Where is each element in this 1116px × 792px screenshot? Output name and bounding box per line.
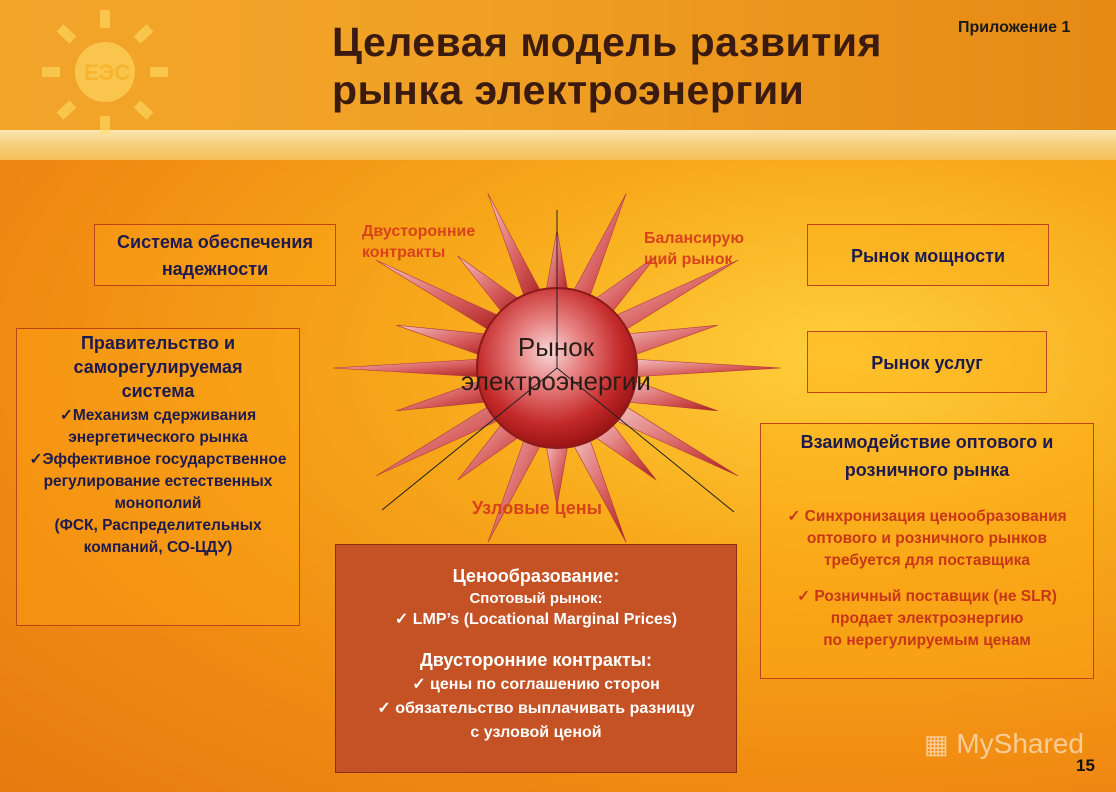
sun-ray [611,404,738,476]
title-line-1: Целевая модель развития [332,19,882,65]
bilateral-label-line-2: контракты [362,244,446,261]
government-item-1-line-1: ✓Механизм сдерживания [59,407,257,424]
spot-market-heading: Спотовый рынок: [469,590,603,607]
sun-ray [376,404,503,476]
bilateral-item-1: ✓ цены по соглашению сторон [412,676,660,693]
check-icon: ✓ [412,676,431,693]
government-item-2-line-1: ✓Эффективное государственное [29,451,287,468]
government-heading-line-1: Правительство и [80,333,236,353]
check-icon: ✓ [797,588,815,605]
check-icon: ✓ [377,700,396,717]
watermark [924,728,1084,760]
wholesale-retail-interaction-box [760,423,1094,679]
svg-text:ЕЭС: ЕЭС [84,60,131,85]
interaction-heading [761,428,1093,484]
bilateral-item-2-continued: с узловой ценой [470,724,602,741]
services-market-box: Рынок услуг [807,331,1047,393]
government-item-1-line-2: энергетического рынка [68,429,248,446]
center-label [440,330,672,398]
interaction-item-1-line-1: ✓ Синхронизация ценообразования [787,508,1067,525]
interaction-item-2 [761,586,1093,652]
balancing-market-label [644,228,744,270]
government-heading-line-3: система [121,381,195,401]
pricing-box [335,544,737,773]
reliability-line-1: Система обеспечения [117,232,313,252]
bilateral-label-line-1: Двусторонние [362,223,476,240]
government-item-2-line-4: (ФСК, Распределительных [54,517,262,534]
bilateral-item-2: ✓ обязательство выплачивать разницу [377,700,695,717]
government-item-2-line-5: компаний, СО-ЦДУ) [83,539,233,556]
sun-ray [611,260,738,332]
government-items [17,405,299,559]
spot-market-item: ✓ LMP’s (Locational Marginal Prices) [394,611,678,628]
interaction-item-2-line-1: ✓ Розничный поставщик (не SLR) [797,588,1057,605]
nodal-prices-label: Узловые цены [472,498,602,518]
bilateral-contracts-heading: Двусторонние контракты: [419,650,653,670]
government-heading [17,331,299,403]
page-number: 15 [1076,756,1095,775]
interaction-item-2-line-3: по нерегулируемым ценам [823,632,1031,649]
government-item-2-line-2: регулирование естественных [43,473,273,490]
interaction-item-1-line-2: оптового и розничного рынков [806,530,1048,547]
watermark-text: MyShared [956,728,1084,759]
pricing-heading: Ценообразование: [452,566,620,586]
government-item-2-line-3: монополий [114,495,202,512]
reliability-line-2: надежности [161,259,269,279]
interaction-heading-line-2: розничного рынка [844,460,1010,480]
title-line-2: рынка электроэнергии [332,67,805,113]
balancing-label-line-1: Балансирую [644,230,744,247]
check-icon: ✓ [394,611,413,628]
balancing-label-line-2: щий рынок [644,251,733,268]
check-icon: ✓ [787,508,805,525]
sun-ray [545,441,568,506]
interaction-item-1 [761,506,1093,572]
sun-ray [376,260,503,332]
reliability-system-box [94,224,336,286]
government-box [16,328,300,626]
interaction-heading-line-1: Взаимодействие оптового и [800,432,1054,452]
interaction-item-1-line-3: требуется для поставщика [823,552,1031,569]
capacity-market-box: Рынок мощности [807,224,1049,286]
center-label-line-1: Рынок [517,332,595,362]
interaction-item-2-line-2: продает электроэнергию [830,610,1024,627]
presentation-icon: ▦ [924,729,949,759]
government-heading-line-2: саморегулируемая [73,357,243,377]
bilateral-contracts-label [362,221,475,263]
center-label-line-2: электроэнергии [461,366,651,396]
check-icon: ✓ [59,407,73,424]
appendix-label: Приложение 1 [958,19,1071,36]
check-icon: ✓ [29,451,43,468]
